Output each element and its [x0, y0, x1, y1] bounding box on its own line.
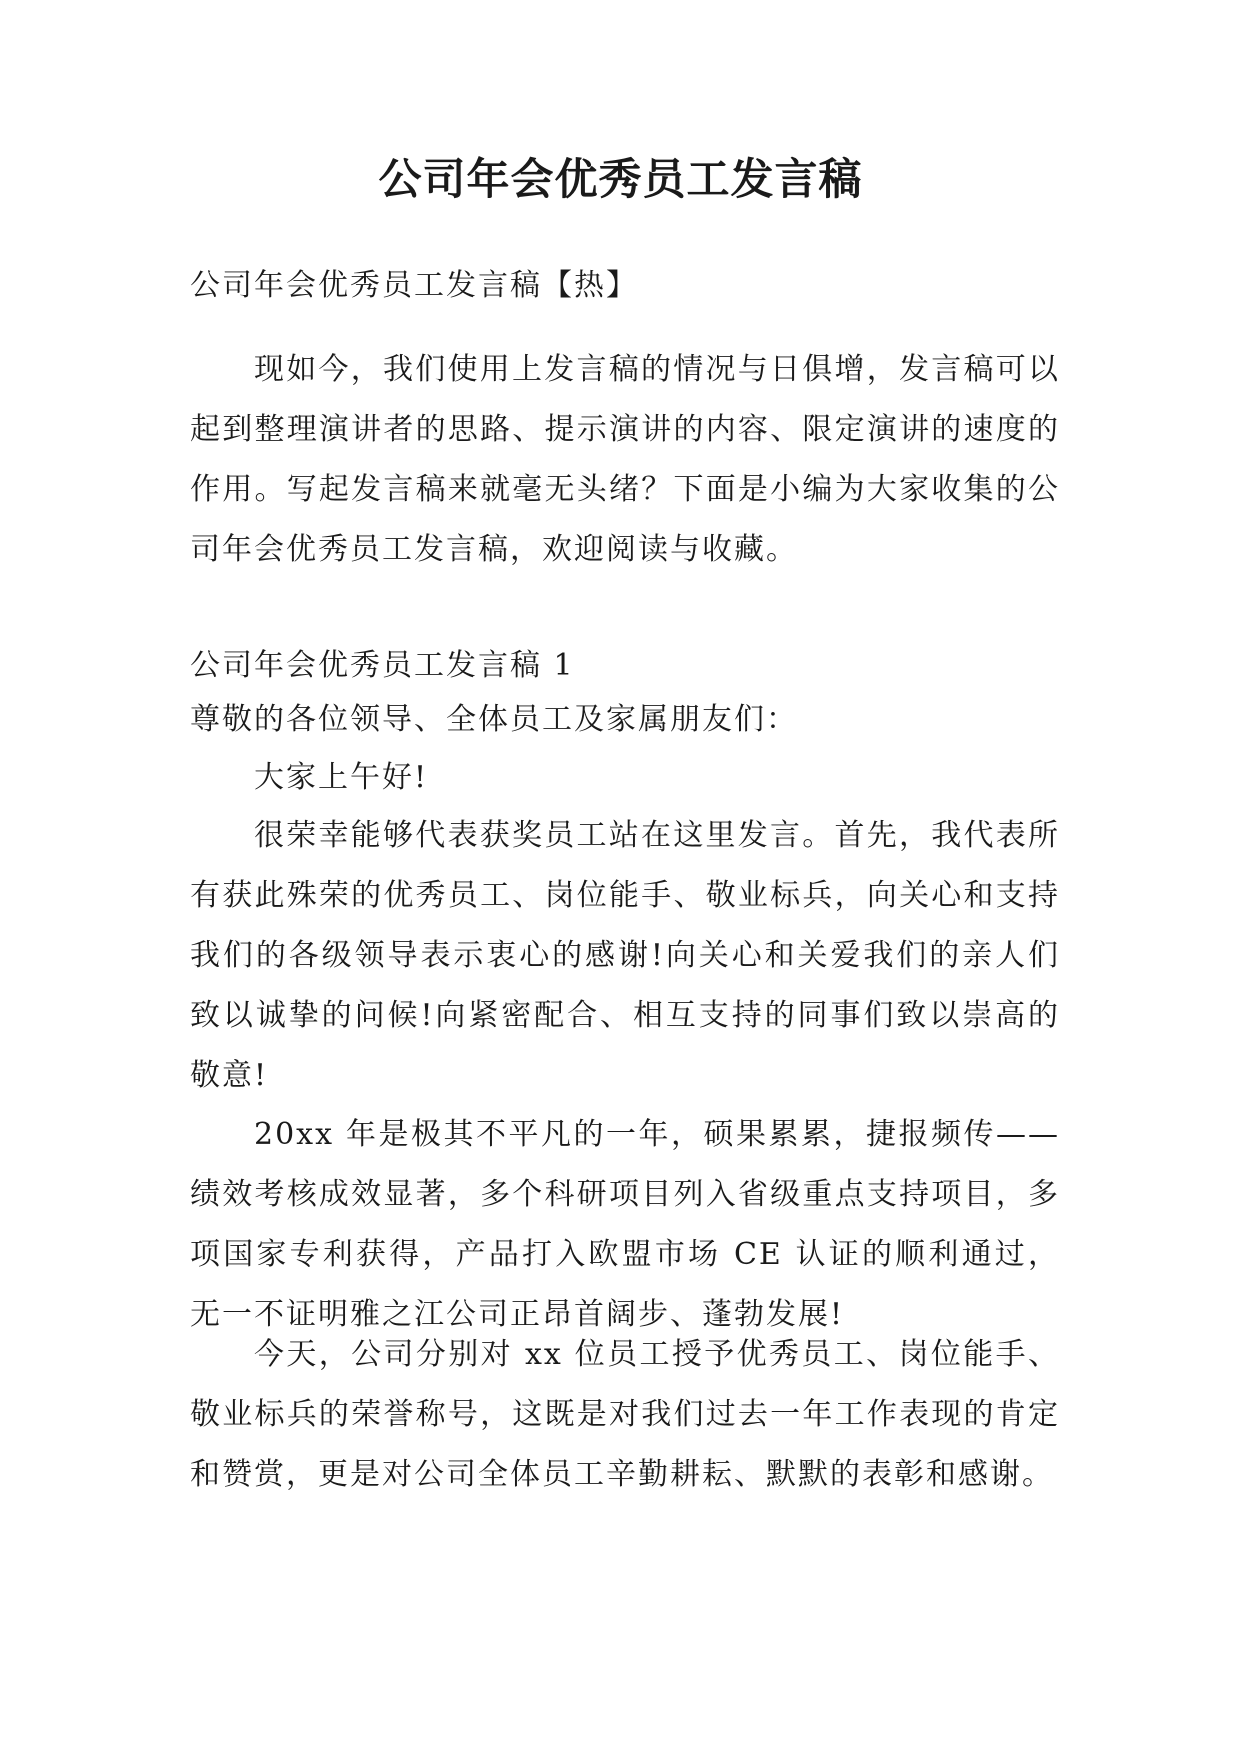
salutation: 尊敬的各位领导、全体员工及家属朋友们： — [190, 702, 798, 737]
achievements-paragraph: 20xx 年是极其不平凡的一年，硕果累累，捷报频传——绩效考核成效显著，多个科研项目列入省级重点支持项目，多项国家专利获得，产品打入欧盟市场 CE 认证的顺利通过，无一不证明雅之江公司正昂首阔步、蓬勃发展! — [190, 1117, 1060, 1332]
thanks-paragraph: 很荣幸能够代表获奖员工站在这里发言。首先，我代表所有获此殊荣的优秀员工、岗位能手、敬业标兵，向关心和支持我们的各级领导表示衷心的感谢!向关心和关爱我们的亲人们致以诚挚的问候!向紧密配合、相互支持的同事们致以崇高的敬意! — [190, 818, 1060, 1093]
speech-subheading: 公司年会优秀员工发言稿 1 — [190, 648, 575, 683]
document-title: 公司年会优秀员工发言稿 — [378, 155, 863, 205]
honors-paragraph: 今天，公司分别对 xx 位员工授予优秀员工、岗位能手、敬业标兵的荣誉称号，这既是对我们过去一年工作表现的肯定和赞赏，更是对公司全体员工辛勤耕耘、默默的表彰和感谢。 — [190, 1337, 1060, 1492]
greeting: 大家上午好! — [254, 760, 429, 795]
intro-paragraph: 现如今，我们使用上发言稿的情况与日俱增，发言稿可以起到整理演讲者的思路、提示演讲的内容、限定演讲的速度的作用。写起发言稿来就毫无头绪？下面是小编为大家收集的公司年会优秀员工发言稿，欢迎阅读与收藏。 — [190, 352, 1060, 567]
article-heading: 公司年会优秀员工发言稿【热】 — [190, 268, 638, 303]
